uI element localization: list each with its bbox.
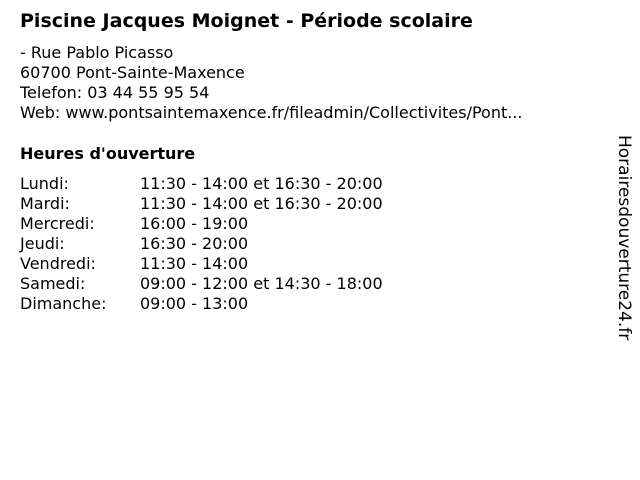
website-link[interactable]: Web: www.pontsaintemaxence.fr/fileadmin/Collectivites/Pont...	[20, 103, 523, 122]
hours-row	[20, 174, 383, 194]
hours-day: Jeudi:	[20, 234, 65, 253]
street-address: - Rue Pablo Picasso	[20, 43, 174, 62]
phone-number: Telefon: 03 44 55 95 54	[20, 83, 210, 102]
hours-row	[20, 234, 383, 254]
hours-day: Samedi:	[20, 274, 86, 293]
hours-time: 11:30 - 14:00 et 16:30 - 20:00	[140, 194, 383, 213]
hours-time: 09:00 - 12:00 et 14:30 - 18:00	[140, 274, 383, 293]
hours-day: Vendredi:	[20, 254, 96, 273]
address-block	[20, 43, 523, 123]
page-title: Piscine Jacques Moignet - Période scolaire	[20, 10, 473, 32]
hours-time: 16:30 - 20:00	[140, 234, 249, 253]
hours-table	[20, 174, 383, 314]
hours-day: Mercredi:	[20, 214, 95, 233]
hours-day: Lundi:	[20, 174, 69, 193]
hours-heading: Heures d'ouverture	[20, 144, 196, 163]
hours-time: 11:30 - 14:00	[140, 254, 249, 273]
hours-row	[20, 254, 383, 274]
hours-day: Mardi:	[20, 194, 70, 213]
hours-row	[20, 294, 383, 314]
hours-time: 09:00 - 13:00	[140, 294, 249, 313]
hours-row	[20, 274, 383, 294]
hours-row	[20, 194, 383, 214]
site-watermark	[612, 135, 636, 375]
hours-row	[20, 214, 383, 234]
city-address: 60700 Pont-Sainte-Maxence	[20, 63, 245, 82]
hours-day: Dimanche:	[20, 294, 107, 313]
hours-time: 11:30 - 14:00 et 16:30 - 20:00	[140, 174, 383, 193]
watermark-text: Horairesdouverture24.fr	[614, 135, 634, 341]
hours-time: 16:00 - 19:00	[140, 214, 249, 233]
